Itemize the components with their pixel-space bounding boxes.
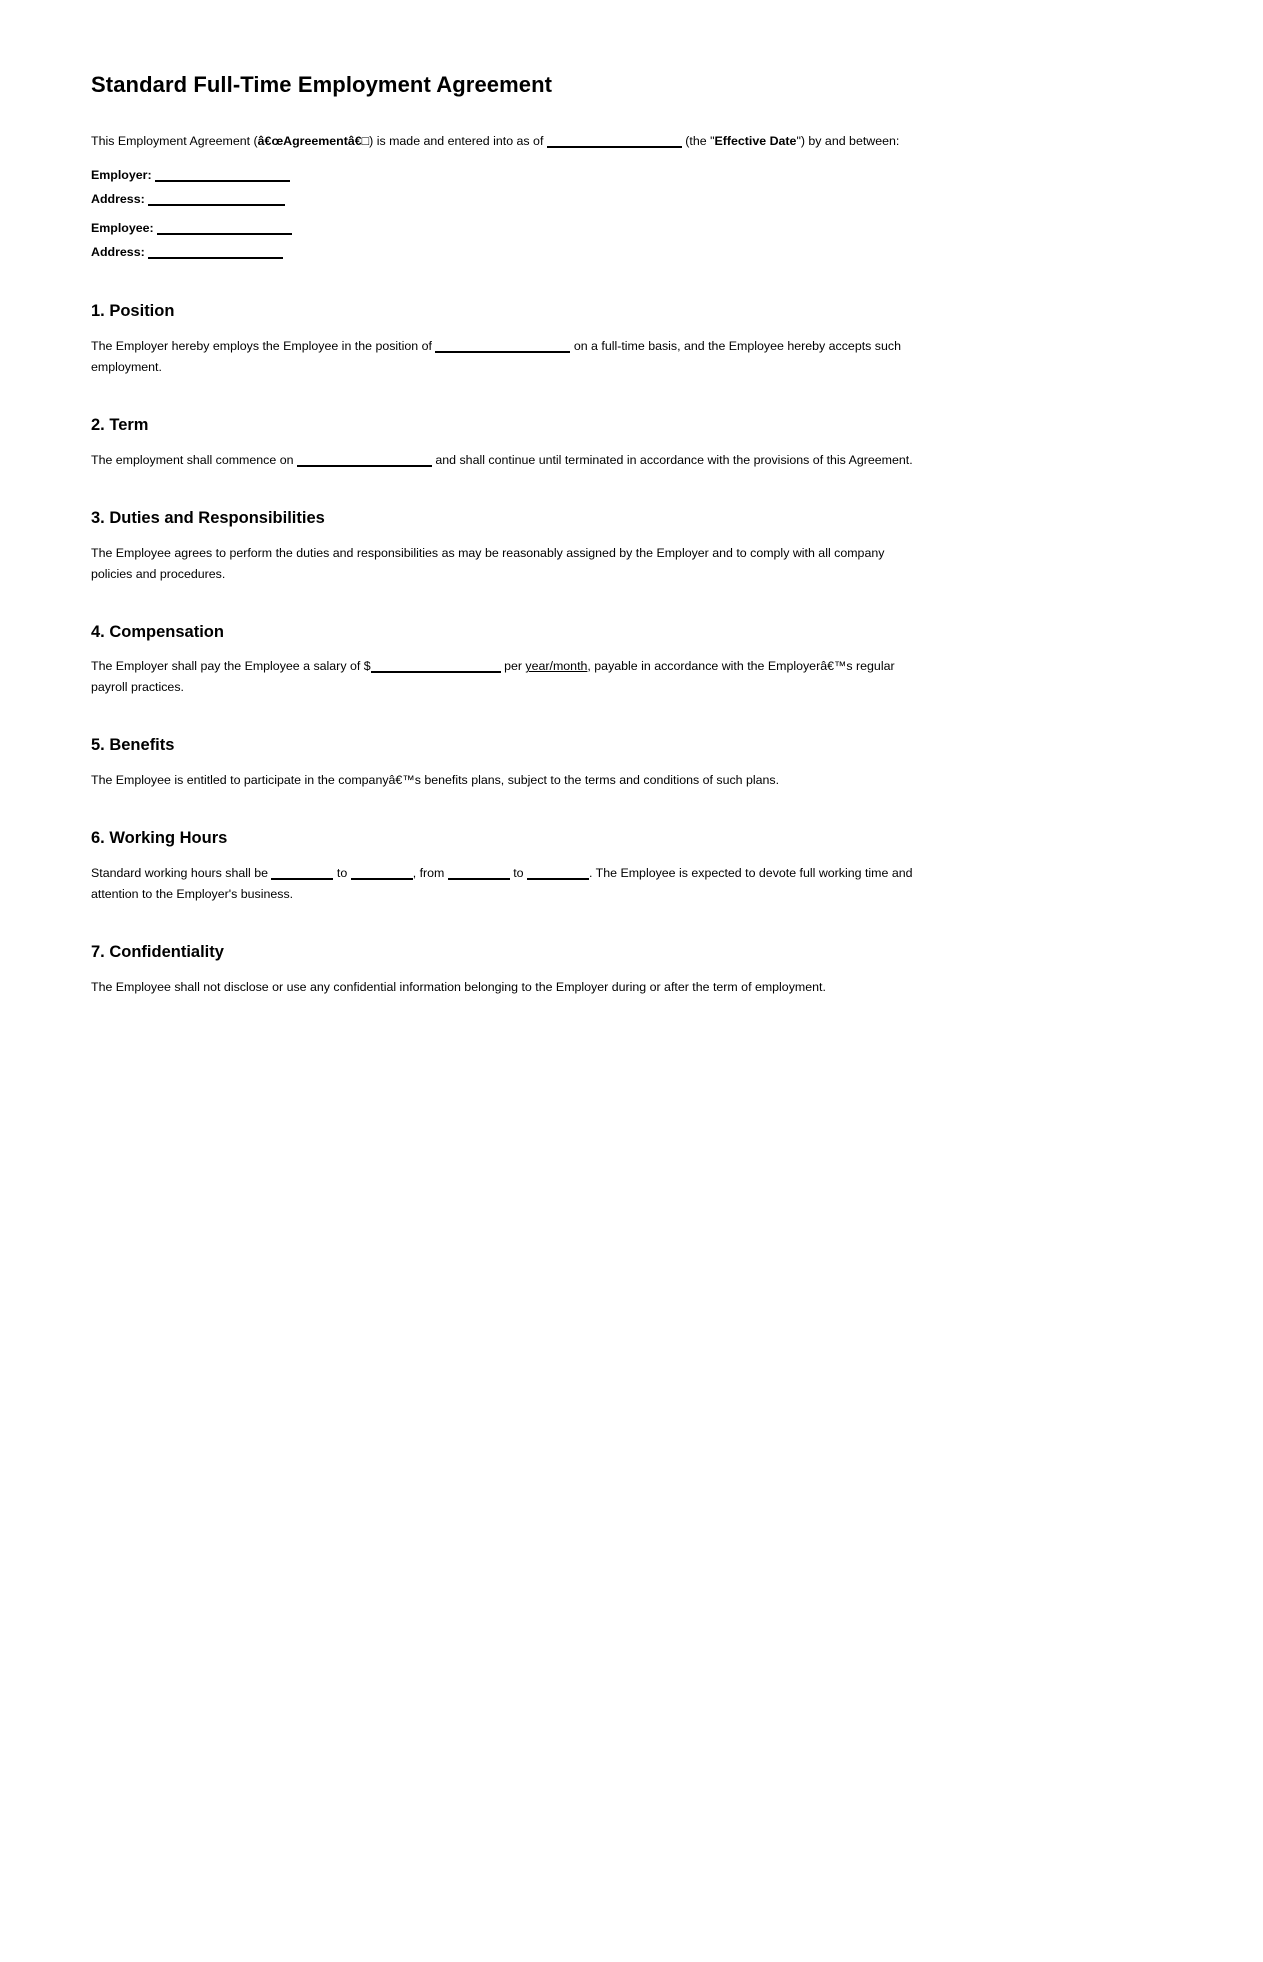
section-paragraph: [91, 543, 913, 585]
text-run: The employment shall commence on: [91, 452, 297, 467]
text-run: (the ": [681, 134, 715, 149]
text-run: year/month: [525, 659, 588, 674]
text-run: , payable in accordance with the Employerâ€™s regular payroll practices.: [91, 659, 895, 695]
sections-container: [91, 302, 913, 998]
fill-in-blank: [448, 866, 510, 880]
fill-in-blank: [297, 453, 432, 467]
section-heading: 4. Compensation: [91, 622, 224, 641]
fill-in-blank: [435, 339, 570, 353]
text-run: . The Employee is expected to devote full working time and attention to the Employer's business.: [91, 866, 913, 902]
section-heading: 7. Confidentiality: [91, 943, 224, 962]
party-line: [91, 163, 913, 187]
section-heading: 5. Benefits: [91, 736, 175, 755]
section-paragraph: [91, 863, 913, 905]
section-paragraph: [91, 977, 913, 998]
section-heading: 2. Term: [91, 416, 149, 435]
text-run: Effective Date: [714, 134, 797, 149]
party-label: Address:: [91, 192, 149, 207]
document-title: Standard Full-Time Employment Agreement: [91, 72, 553, 97]
section-confidentiality: [91, 943, 913, 998]
section-heading: 1. Position: [91, 302, 175, 321]
text-run: on a full-time basis, and the Employee hereby accepts such employment.: [91, 339, 901, 375]
text-run: â€œAgreementâ€□: [257, 134, 370, 149]
document-page: [0, 0, 913, 998]
fill-in-blank: [351, 866, 413, 880]
party-line: [91, 187, 913, 211]
fill-in-blank: [148, 245, 283, 259]
section-compensation: [91, 623, 913, 699]
party-line: [91, 240, 913, 264]
text-run: The Employer hereby employs the Employee in the position of: [91, 339, 436, 354]
fill-in-blank: [148, 192, 285, 206]
section-benefits: [91, 736, 913, 791]
text-run: per: [500, 659, 526, 674]
section-paragraph: [91, 450, 913, 471]
party-label: Address:: [91, 245, 149, 260]
fill-in-blank: [271, 866, 333, 880]
section-term: [91, 416, 913, 471]
fill-in-blank: [547, 134, 682, 148]
fill-in-blank: [157, 221, 292, 235]
section-heading: 3. Duties and Responsibilities: [91, 508, 325, 527]
text-run: The Employee shall not disclose or use any confidential information belonging to the Employer during or after the term of employment.: [91, 979, 826, 994]
section-paragraph: [91, 770, 913, 791]
section-paragraph: [91, 336, 913, 378]
text-run: to: [333, 866, 351, 881]
text-run: Standard working hours shall be: [91, 866, 272, 881]
parties-block: [91, 163, 913, 264]
text-run: , from: [412, 866, 448, 881]
section-working-hours: [91, 829, 913, 905]
text-run: The Employee is entitled to participate in the companyâ€™s benefits plans, subject to the terms and conditions of such plans.: [91, 773, 780, 788]
section-heading: 6. Working Hours: [91, 829, 228, 848]
text-run: The Employee agrees to perform the duties and responsibilities as may be reasonably assigned by the Employer and to comply with all company policies and procedures.: [91, 545, 885, 581]
party-line: [91, 216, 913, 240]
fill-in-blank: [371, 659, 501, 673]
fill-in-blank: [155, 168, 290, 182]
text-run: and shall continue until terminated in accordance with the provisions of this Agreement.: [431, 452, 913, 467]
text-run: to: [509, 866, 528, 881]
text-run: The Employer shall pay the Employee a salary of $: [91, 659, 371, 674]
section-duties: [91, 509, 913, 585]
section-position: [91, 302, 913, 378]
party-label: Employee:: [91, 221, 158, 236]
text-run: ) is made and entered into as of: [369, 134, 547, 149]
party-label: Employer:: [91, 168, 156, 183]
text-run: This Employment Agreement (: [91, 134, 258, 149]
text-run: ") by and between:: [796, 134, 900, 149]
section-paragraph: [91, 656, 913, 698]
intro-paragraph: [91, 131, 913, 151]
fill-in-blank: [527, 866, 589, 880]
